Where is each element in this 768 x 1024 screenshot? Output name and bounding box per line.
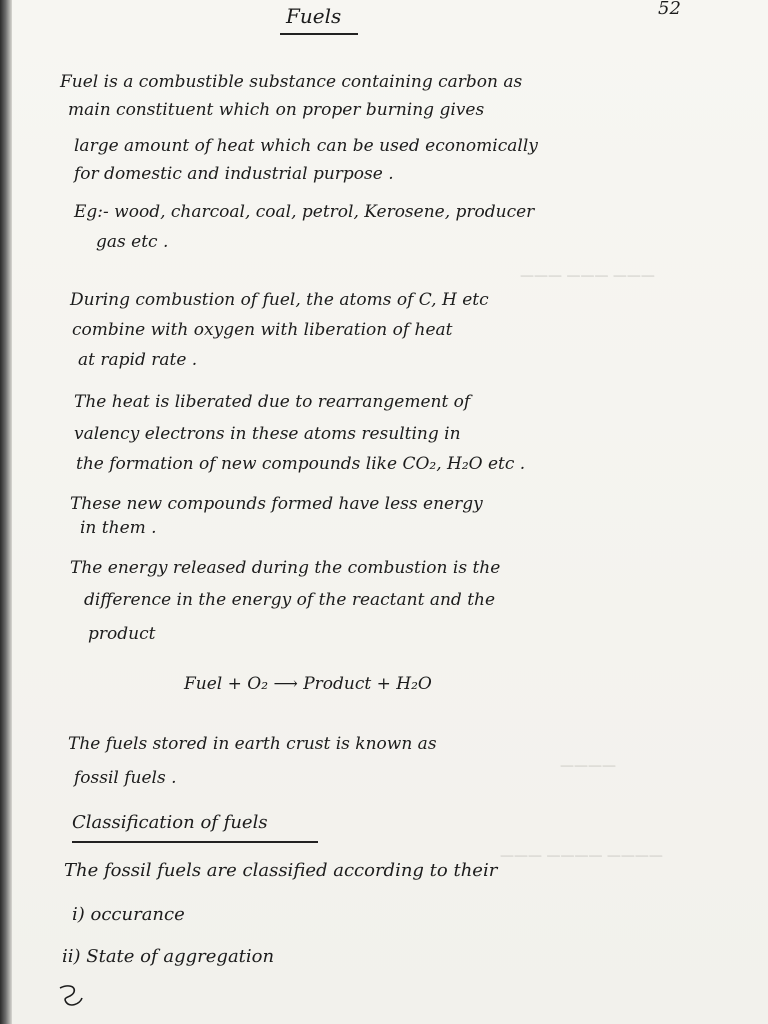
- combustion-equation: Fuel + O₂ ⟶ Product + H₂O: [184, 674, 432, 694]
- fossil-line-2: fossil fuels .: [74, 768, 177, 788]
- classification-item-1: i) occurance: [72, 904, 185, 925]
- heat-line-2: valency electrons in these atoms resulting in: [74, 424, 461, 444]
- definition-line-2: main constituent which on proper burning gives: [68, 100, 485, 120]
- combustion-line-3: at rapid rate .: [78, 350, 198, 370]
- page-number: 52: [658, 0, 681, 19]
- definition-line-3: large amount of heat which can be used economically: [74, 136, 538, 156]
- definition-line-1: Fuel is a combustible substance containing carbon as: [60, 72, 523, 92]
- combustion-line-2: combine with oxygen with liberation of heat: [72, 320, 453, 340]
- new-compounds-line-2: in them .: [80, 518, 157, 538]
- classification-intro: The fossil fuels are classified according to their: [64, 860, 498, 881]
- classification-heading: Classification of fuels: [72, 812, 268, 833]
- title-underline: [280, 33, 358, 35]
- heat-line-3: the formation of new compounds like CO₂, H₂O etc .: [76, 454, 526, 474]
- examples-line-1: Eg:- wood, charcoal, coal, petrol, Kerosene, producer: [74, 202, 535, 222]
- definition-line-4: for domestic and industrial purpose .: [74, 164, 394, 184]
- ink-mark: [56, 982, 86, 1013]
- examples-line-2: gas etc .: [96, 232, 169, 252]
- page-title: Fuels: [286, 4, 342, 28]
- notebook-spine: [0, 0, 12, 1024]
- energy-line-1: The energy released during the combustion is the: [70, 558, 501, 578]
- new-compounds-line-1: These new compounds formed have less energy: [70, 494, 483, 514]
- classification-item-2: ii) State of aggregation: [62, 946, 275, 967]
- bleed-through: ——— ——— ———: [520, 268, 655, 284]
- bleed-through: ————: [560, 758, 616, 774]
- heading-underline: [72, 841, 318, 843]
- bleed-through: ———— ———— ———: [500, 848, 663, 864]
- scribble-icon: [56, 982, 86, 1010]
- heat-line-1: The heat is liberated due to rearrangement of: [74, 392, 471, 412]
- energy-line-3: product: [88, 624, 156, 644]
- combustion-line-1: During combustion of fuel, the atoms of C, H etc: [70, 290, 489, 310]
- fossil-line-1: The fuels stored in earth crust is known as: [68, 734, 437, 754]
- energy-line-2: difference in the energy of the reactant and the: [84, 590, 496, 610]
